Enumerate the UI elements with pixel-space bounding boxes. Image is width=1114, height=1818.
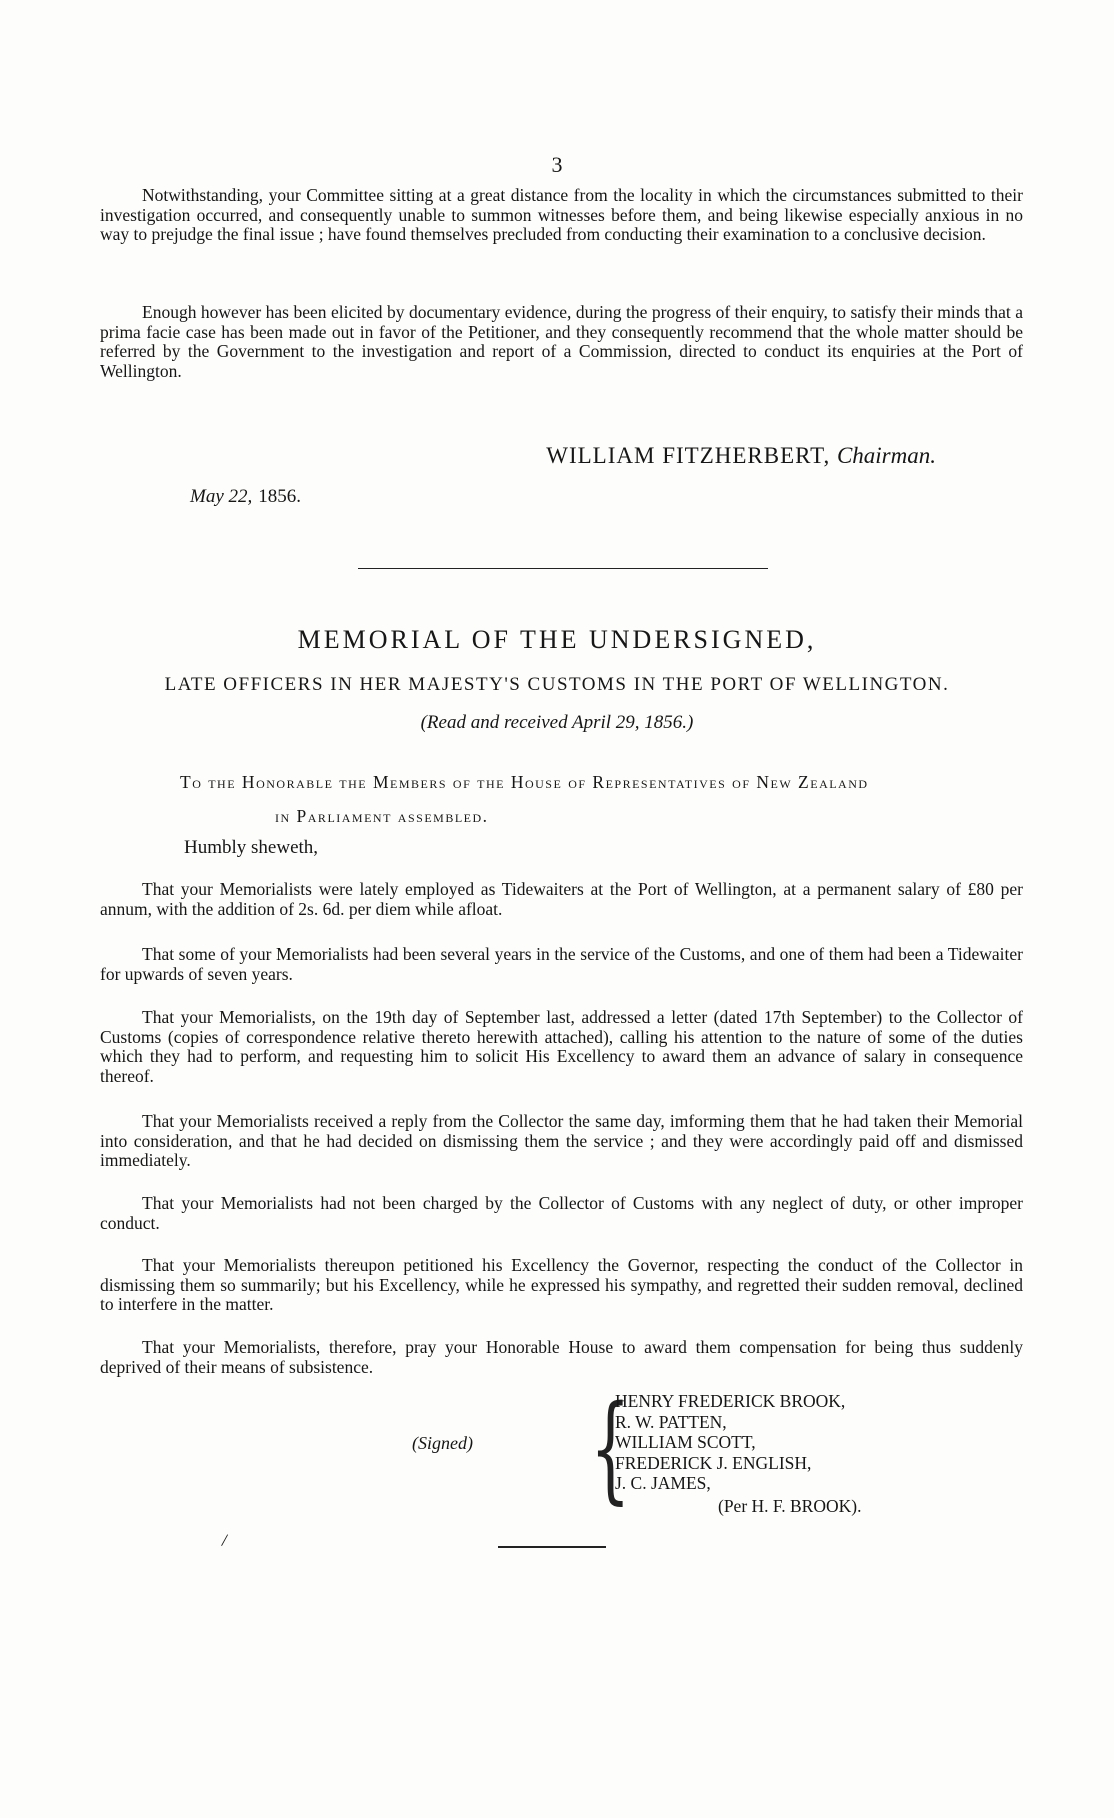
address-line-2: in Parliament assembled. [275, 806, 489, 826]
chairman-signature [546, 443, 936, 469]
signatories-list [615, 1391, 845, 1494]
signatories-brace: { [590, 1381, 631, 1516]
per-note: (Per H. F. BROOK). [718, 1496, 862, 1516]
memorial-paragraph-3: That your Memorialists, on the 19th day of September last, addressed a letter (dated 17th September) to the Collector of Customs (copies of correspondence relative thereto herewith attached), calling his attention to the nature of some of the duties which they had to perform, and requesting him to solicit His Excellency to award them an advance of salary in consequence thereof. [100, 1007, 1023, 1086]
memorial-paragraph-4: That your Memorialists received a reply from the Collector the same day, imforming them that he had taken their Memorial into consideration, and that he had decided on dismissing them the service ; and they were accordingly paid off and dismissed immediately. [100, 1111, 1023, 1170]
read-received-text: (Read and received April 29, 1856.) [420, 712, 694, 733]
committee-paragraph-2: Enough however has been elicited by documentary evidence, during the progress of their enquiry, to satisfy their minds that a prima facie case has been made out in favor of the Petitioner, and they consequently recommend that the whole matter should be referred by the Government to the investigation and report of a Commission, directed to conduct its enquiries at the Port of Wellington. [100, 302, 1023, 381]
end-rule [498, 1546, 606, 1548]
report-date-year: 1856. [258, 486, 302, 507]
memorial-paragraph-7: That your Memorialists, therefore, pray your Honorable House to award them compensation for being thus suddenly deprived of their means of subsistence. [100, 1337, 1023, 1377]
signed-label: (Signed) [412, 1433, 473, 1453]
chairman-title: Chairman. [836, 443, 936, 468]
memorial-paragraph-6: That your Memorialists thereupon petitioned his Excellency the Governor, respecting the conduct of the Collector in dismissing them so summarily; but his Excellency, while he expressed his sympathy, and regretted their sudden removal, declined to interfere in the matter. [100, 1255, 1023, 1314]
report-date [190, 486, 301, 508]
page-number: 3 [551, 152, 563, 177]
signatory: FREDERICK J. ENGLISH, [615, 1452, 812, 1473]
signatory: HENRY FREDERICK BROOK, [615, 1391, 846, 1411]
signatory: R. W. PATTEN, [615, 1411, 727, 1432]
pen-mark: / [220, 1529, 229, 1551]
address-line-1: To the Honorable the Members of the House of Representatives of New Zealand [180, 772, 869, 792]
memorial-title: MEMORIAL OF THE UNDERSIGNED, [297, 625, 817, 654]
committee-paragraph-1: Notwithstanding, your Committee sitting at a great distance from the locality in which the circumstances submitted to their investigation occurred, and consequently unable to summon witnesses before them, and being likewise especially anxious in no way to prejudge the final issue ; have found themselves precluded from conducting their examination to a conclusive decision. [100, 185, 1023, 244]
memorial-read-received [0, 712, 1114, 734]
section-divider [358, 568, 768, 569]
memorial-paragraph-5: That your Memorialists had not been charged by the Collector of Customs with any neglect of duty, or other improper conduct. [100, 1193, 1023, 1233]
memorial-paragraph-2: That some of your Memorialists had been several years in the service of the Customs, and one of them had been a Tidewaiter for upwards of seven years. [100, 944, 1023, 984]
memorial-subtitle: LATE OFFICERS IN HER MAJESTY'S CUSTOMS IN THE PORT OF WELLINGTON. [164, 674, 950, 695]
chairman-name: WILLIAM FITZHERBERT, [546, 443, 831, 468]
report-date-month-day: May 22, [190, 486, 253, 507]
signatory: J. C. JAMES, [615, 1473, 711, 1493]
salutation: Humbly sheweth, [184, 837, 319, 858]
memorial-paragraph-1: That your Memorialists were lately employed as Tidewaiters at the Port of Wellington, at a permanent salary of £80 per annum, with the addition of 2s. 6d. per diem while afloat. [100, 879, 1023, 919]
signatory: WILLIAM SCOTT, [615, 1432, 756, 1452]
